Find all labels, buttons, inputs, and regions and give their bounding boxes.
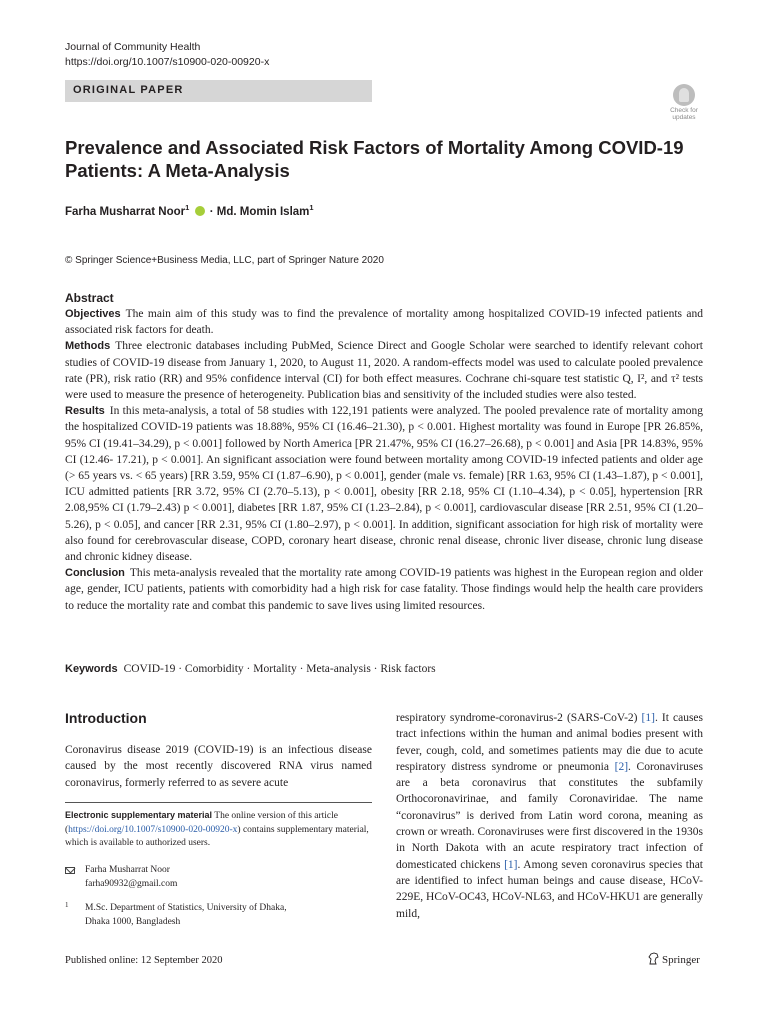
article-type-banner — [65, 80, 372, 102]
keywords-label: Keywords — [65, 663, 118, 675]
citation-link[interactable]: [1] — [504, 858, 518, 871]
journal-header — [65, 40, 269, 70]
objectives-label: Objectives — [65, 308, 121, 320]
envelope-icon — [65, 867, 75, 874]
journal-name: Journal of Community Health — [65, 41, 201, 53]
author-affiliation-sup: 1 — [185, 203, 190, 212]
check-for-updates-icon — [673, 84, 695, 106]
springer-logo — [648, 952, 700, 966]
objectives-text: The main aim of this study was to find the prevalence of mortality among hospitalized COVID-19 infected patients and associated risk factors for death. — [65, 308, 703, 337]
affiliation-line: M.Sc. Department of Statistics, University of Dhaka, — [85, 903, 287, 913]
affiliation — [65, 902, 287, 929]
article-type-label: ORIGINAL PAPER — [73, 84, 184, 96]
abstract-methods — [65, 338, 703, 403]
conclusion-label: Conclusion — [65, 567, 125, 580]
abstract-heading: Abstract — [65, 291, 114, 305]
affiliation-number: 1 — [65, 901, 69, 909]
footnote-divider — [65, 802, 372, 803]
author-affiliation-sup: 1 — [309, 203, 314, 212]
copyright-line: © Springer Science+Business Media, LLC, part of Springer Nature 2020 — [65, 255, 384, 266]
affiliation-line: Dhaka 1000, Bangladesh — [85, 916, 181, 927]
author-list — [65, 203, 314, 218]
orcid-icon[interactable] — [195, 206, 205, 216]
intro-text: respiratory syndrome-coronavirus-2 (SARS-CoV-2) — [396, 712, 642, 724]
journal-doi[interactable]: https://doi.org/10.1007/s10900-020-00920-x — [65, 56, 270, 68]
check-for-updates-badge[interactable] — [665, 84, 703, 124]
introduction-left-column: Coronavirus disease 2019 (COVID-19) is an infectious disease caused by the most recently discovered RNA virus named coronavirus, formerly referred to as severe acute — [65, 744, 372, 789]
keywords-line — [65, 663, 436, 675]
published-date: Published online: 12 September 2020 — [65, 955, 223, 966]
methods-text: Three electronic databases including PubMed, Science Direct and Google Scholar were searched to identify relevant cohort studies of COVID-19 disease from January 1, 2020, to August 11, 2020. A random-effects model was used to calculate pooled prevalence rate (PR), risk ratio (RR) and 95% confidence interval (CI) for both effect measures. Cochrane chi-square test statistic Q, I², and τ² tests were used to measure the presence of heterogeneity. Publication bias and sensitivity of the included studies were also tested. — [65, 340, 703, 402]
intro-text: . It causes tract infections within the human and animal bodies present with fever, cough, cold, and sometimes patients may die due to acute respiratory distress syndrome or pneumonia — [396, 712, 703, 773]
esm-label: Electronic supplementary material — [65, 810, 213, 820]
keywords-text: COVID-19 · Comorbidity · Mortality · Meta-analysis · Risk factors — [123, 663, 436, 675]
introduction-right-column — [396, 710, 703, 922]
conclusion-text: This meta-analysis revealed that the mortality rate among COVID-19 patients was highest in the European region and older age, gender, ICU patients, patients with comorbidity had a high risk for case fatality. Those findings would help the health care providers to reduce the mortality rate and combat this pandemic to save lives using limited resources. — [65, 567, 703, 612]
abstract-conclusion — [65, 565, 703, 614]
esm-doi-link[interactable]: https://doi.org/10.1007/s10900-020-00920-x — [68, 824, 238, 835]
esm-text: ) contains supplementary material, which is available to authorized users. — [65, 824, 369, 848]
author-name[interactable]: Farha Musharrat Noor — [65, 205, 186, 218]
author-name[interactable]: Md. Momin Islam — [216, 205, 310, 218]
corresponding-author — [65, 864, 177, 891]
supplementary-material-note — [65, 809, 372, 851]
introduction-heading: Introduction — [65, 710, 147, 726]
intro-text: . Among seven coronavirus species that are identified to infect human beings and cause disease, HCoV-229E, HCoV-OC43, HCoV-NL63, and HCoV-HKU1 are generally mild, — [396, 858, 704, 920]
springer-horse-icon — [648, 952, 659, 965]
check-for-updates-text: Check for updates — [670, 107, 698, 121]
results-text: In this meta-analysis, a total of 58 studies with 122,191 patients were analyzed. The pooled prevalence rate of mortality among the hospitalized COVID-19 patients was 18.88%, 95% CI (16.46–21.30), p < 0.001. Highest mortality was found in Europe [PR 26.85%, 95% CI (19.41–34.29), p < 0.001] followed by North America [PR 21.47%, 95% CI (16.27–26.68), p < 0.001] and Asia [PR 14.83%, 95% CI (12.46- 17.21), p < 0.001]. An significant association were found between mortality among COVID-19 infected patients and older age (> 65 years vs. < 65 years) [RR 3.59, 95% CI (1.87–6.90), p < 0.001], gender (male vs. female) [RR 1.63, 95% CI (1.43–1.87), p < 0.001], ICU admitted patients [RR 3.72, 95% CI (2.70–5.13), p < 0.001], obesity [RR 2.18, 95% CI (1.10–4.34), p < 0.05], hypertension [RR 2.08,95% CI (1.79–2.43) p < 0.001], diabetes [RR 1.87, 95% CI (1.23–2.84), p < 0.001], cardiovascular disease [RR 2.51, 95% CI (1.20–5.26), p < 0.05], and cancer [RR 2.31, 95% CI (1.80–2.97), p < 0.001]. In addition, significant association for high risk of mortality were also found for cerebrovascular disease, COPD, coronary heart disease, chronic renal disease, chronic liver disease, chronic lung disease and chronic kidney disease. — [65, 405, 703, 564]
corresponding-author-email[interactable]: farha90932@gmail.com — [85, 878, 178, 889]
esm-text: The online version of this article ( — [65, 811, 338, 835]
citation-link[interactable]: [1] — [641, 712, 655, 724]
methods-label: Methods — [65, 340, 111, 353]
intro-text: . Coronaviruses are a beta coronavirus that constitutes the subfamily Orthocoronavirinae, and family Coronaviridae. The name “coronavirus” is derived from Latin word corona, meaning as crown or wreath. Coronaviruses were first discovered in the 1930s in North Dakota with an acute respiratory tract infection of domesticated chickens — [396, 760, 703, 871]
paper-title: Prevalence and Associated Risk Factors of Mortality Among COVID-19 Patients: A Meta-Analysis — [65, 137, 684, 181]
abstract-objectives — [65, 306, 703, 338]
springer-wordmark: Springer — [662, 954, 700, 966]
author-separator: · — [206, 205, 217, 218]
results-label: Results — [65, 405, 105, 418]
citation-link[interactable]: [2] — [614, 760, 629, 773]
abstract-results — [65, 403, 703, 565]
corresponding-author-name: Farha Musharrat Noor — [85, 865, 170, 875]
abstract-body — [65, 306, 703, 614]
